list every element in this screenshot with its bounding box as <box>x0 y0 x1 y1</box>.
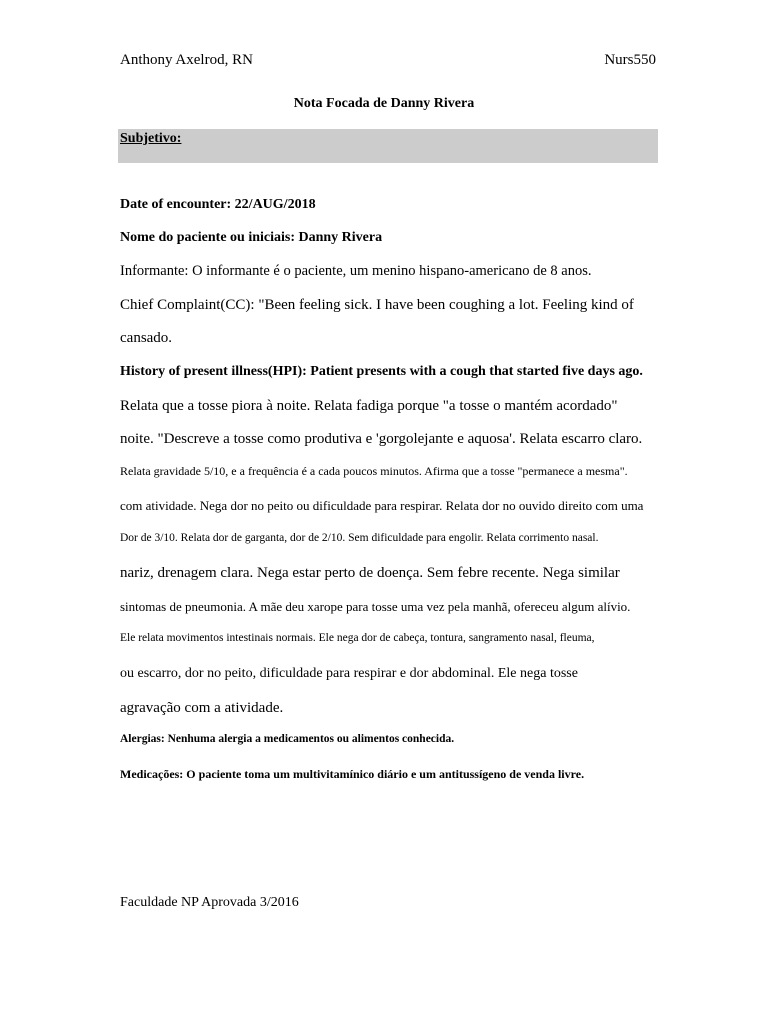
allergies-line: Alergias: Nenhuma alergia a medicamentos ou alimentos conhecida. <box>120 733 455 745</box>
hpi-line: Relata gravidade 5/10, e a frequência é a cada poucos minutos. Afirma que a tosse "permanece a mesma". <box>120 464 628 478</box>
date-of-encounter: Date of encounter: 22/AUG/2018 <box>120 197 316 212</box>
author-name: Anthony Axelrod, RN <box>120 52 253 68</box>
chief-complaint-line-1: Chief Complaint(CC): "Been feeling sick. I have been coughing a lot. Feeling kind of <box>120 297 634 313</box>
hpi-line: ou escarro, dor no peito, dificuldade para respirar e dor abdominal. Ele nega tosse <box>120 666 578 681</box>
hpi-line: Dor de 3/10. Relata dor de garganta, dor de 2/10. Sem dificuldade para engolir. Relata corrimento nasal. <box>120 532 599 544</box>
chief-complaint-line-2: cansado. <box>120 330 173 346</box>
section-header-bar <box>118 129 658 163</box>
hpi-line: Ele relata movimentos intestinais normais. Ele nega dor de cabeça, tontura, sangramento nasal, fleuma, <box>120 632 595 644</box>
medications-line: Medicações: O paciente toma um multivitamínico diário e um antitussígeno de venda livre. <box>120 767 585 781</box>
section-label: Subjetivo: <box>120 131 182 146</box>
document-title: Nota Focada de Danny Rivera <box>293 96 475 111</box>
informant-line: Informante: O informante é o paciente, um menino hispano-americano de 8 anos. <box>120 263 592 279</box>
hpi-line: com atividade. Nega dor no peito ou dificuldade para respirar. Relata dor no ouvido direito com uma <box>120 498 644 513</box>
hpi-line: noite. "Descreve a tosse como produtiva e 'gorgolejante e aquosa'. Relata escarro claro. <box>120 431 643 447</box>
hpi-line: agravação com a atividade. <box>120 700 284 716</box>
hpi-line: Relata que a tosse piora à noite. Relata fadiga porque "a tosse o mantém acordado" <box>120 398 618 414</box>
hpi-line: sintomas de pneumonia. A mãe deu xarope para tosse uma vez pela manhã, ofereceu algum alívio. <box>120 599 631 614</box>
hpi-line: nariz, drenagem clara. Nega estar perto de doença. Sem febre recente. Nega similar <box>120 565 620 581</box>
footer-text: Faculdade NP Aprovada 3/2016 <box>120 895 299 910</box>
patient-name: Nome do paciente ou iniciais: Danny Rivera <box>120 230 383 245</box>
course-code: Nurs550 <box>604 52 656 68</box>
hpi-heading: History of present illness(HPI): Patient presents with a cough that started five days ago. <box>120 364 643 379</box>
